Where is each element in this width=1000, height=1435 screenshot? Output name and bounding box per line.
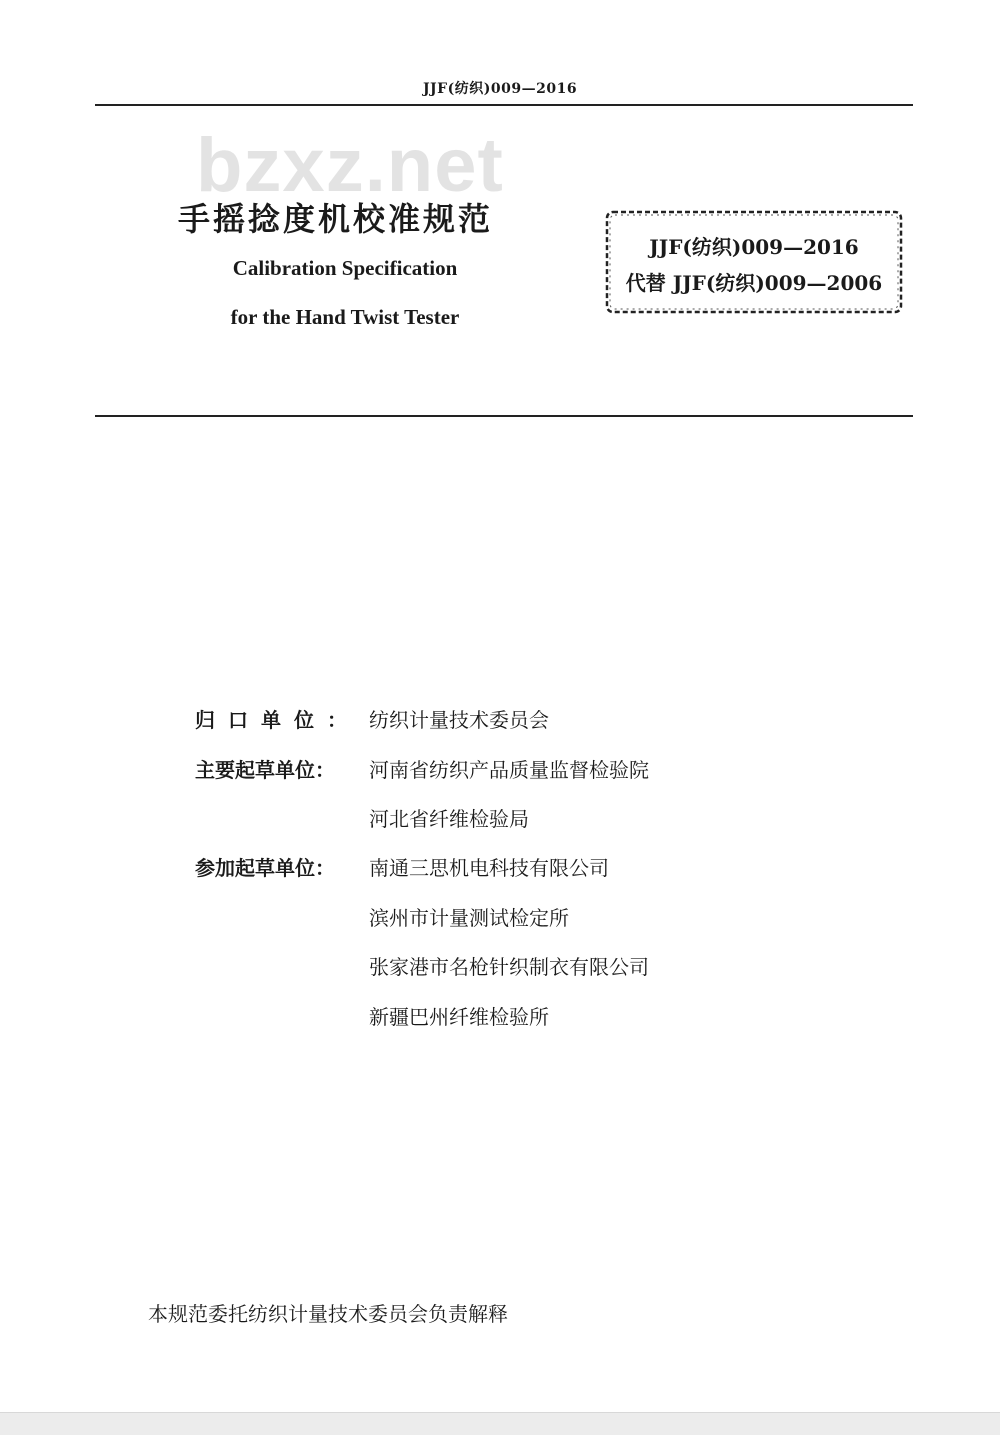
main-drafting-unit-label: 主要起草单位：: [195, 758, 335, 782]
ornamental-frame: [604, 209, 904, 315]
responsible-unit-colon: ：: [327, 708, 347, 732]
viewer-bottom-strip: [0, 1412, 1000, 1435]
responsible-unit-label: [195, 704, 347, 733]
running-header-code: JJF(纺织)009—2016: [422, 81, 578, 97]
standard-code-box: [604, 209, 904, 315]
participating-unit-1: 南通三思机电科技有限公司: [369, 856, 609, 880]
title-english-line2: for the Hand Twist Tester: [230, 305, 460, 329]
main-drafting-unit-1: 河南省纺织产品质量监督检验院: [369, 758, 649, 782]
participating-unit-4: 新疆巴州纤维检验所: [369, 1005, 549, 1029]
title-rule: [95, 415, 913, 417]
responsible-unit-value: 纺织计量技术委员会: [369, 708, 549, 732]
responsible-unit-label-text: 归口单位: [195, 708, 327, 732]
header-rule: [95, 104, 913, 106]
main-drafting-unit-2: 河北省纤维检验局: [369, 807, 529, 831]
participating-unit-label: 参加起草单位：: [195, 856, 335, 880]
participating-unit-2: 滨州市计量测试检定所: [369, 906, 569, 930]
interpretation-note: 本规范委托纺织计量技术委员会负责解释: [148, 1302, 508, 1326]
title-english-line1: Calibration Specification: [232, 256, 458, 280]
participating-unit-3: 张家港市名枪针织制衣有限公司: [369, 955, 649, 979]
title-chinese: 手摇捻度机校准规范: [178, 200, 494, 238]
standard-code: JJF(纺织)009—2016: [649, 235, 859, 259]
watermark: bzxz.net: [196, 123, 504, 208]
replaces-code: 代替 JJF(纺织)009—2006: [625, 271, 883, 295]
